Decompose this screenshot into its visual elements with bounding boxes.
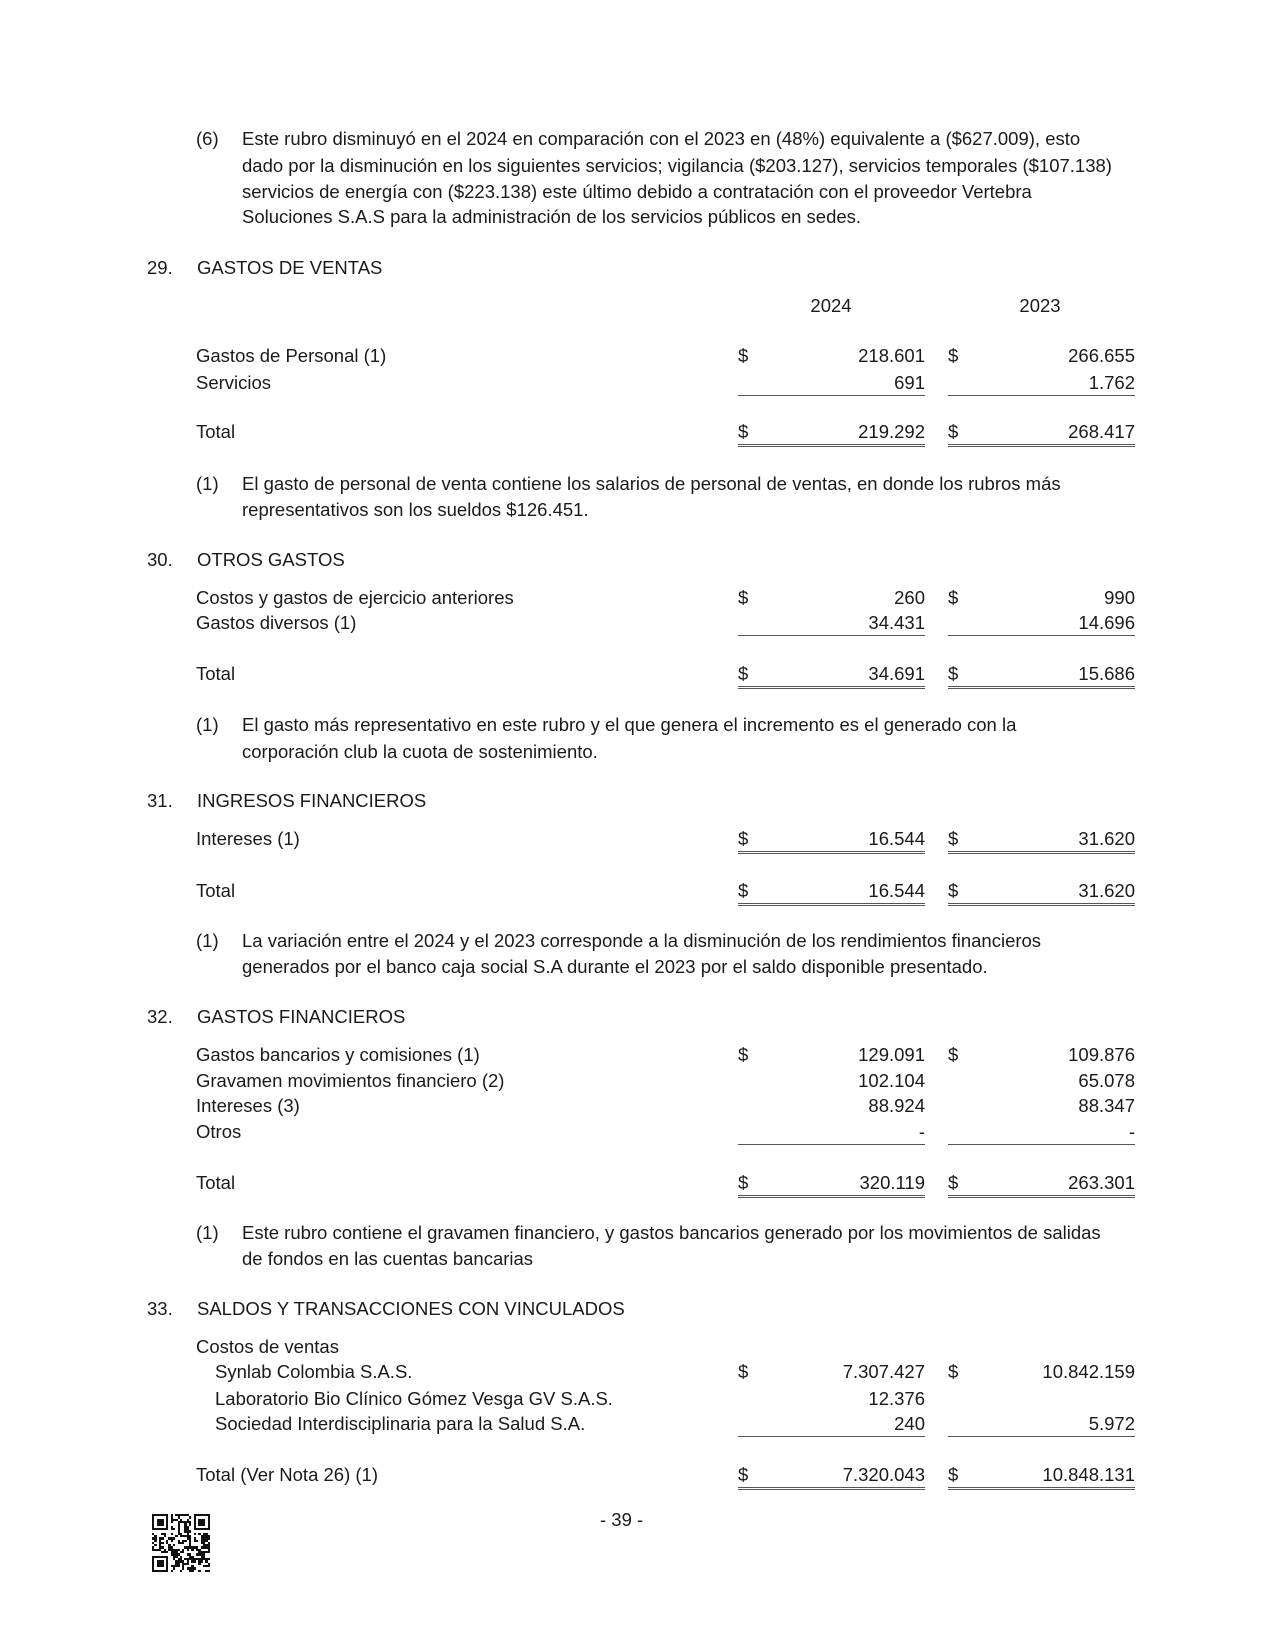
value: 10.848.131 (1042, 1464, 1135, 1485)
section-number: 30. (147, 549, 173, 570)
value-2023 (948, 1360, 1135, 1384)
value-2024 (738, 371, 925, 396)
column-header-2023: 2023 (1019, 295, 1061, 316)
currency-symbol: $ (948, 663, 959, 684)
row-label: Laboratorio Bio Clínico Gómez Vesga GV S.A.S. (215, 1388, 613, 1409)
note-line: Este rubro contiene el gravamen financiero, y gastos bancarios generado por los movimientos de salidas (242, 1222, 1101, 1243)
total-label: Total (196, 1172, 236, 1193)
value-2024 (738, 1094, 925, 1118)
note-line: La variación entre el 2024 y el 2023 corresponde a la disminución de los rendimientos financieros (242, 930, 1042, 951)
value: 320.119 (859, 1172, 925, 1193)
value: 691 (894, 372, 925, 393)
currency-symbol: $ (738, 1464, 749, 1485)
value: - (918, 1121, 925, 1142)
currency-symbol: $ (738, 1172, 749, 1193)
value: 240 (894, 1413, 925, 1434)
row-label: Gravamen movimientos financiero (2) (196, 1070, 505, 1091)
value: 14.696 (1078, 612, 1135, 633)
section-title: GASTOS DE VENTAS (197, 257, 383, 278)
currency-symbol: $ (948, 587, 959, 608)
value: 102.104 (858, 1070, 925, 1091)
note-line: de fondos en las cuentas bancarias (242, 1248, 534, 1269)
value-2023 (948, 611, 1135, 636)
value: 88.924 (868, 1095, 925, 1116)
row-label: Intereses (3) (196, 1095, 300, 1116)
currency-symbol: $ (738, 663, 749, 684)
note-line: Este rubro disminuyó en el 2024 en comparación con el 2023 en (48%) equivalente a ($627.009), esto (242, 128, 1081, 149)
note-line: corporación club la cuota de sostenimiento. (242, 741, 598, 762)
row-label: Otros (196, 1121, 242, 1142)
row-label: Costos y gastos de ejercicio anteriores (196, 587, 514, 608)
page-number: - 39 - (600, 1509, 644, 1530)
value: 34.691 (868, 663, 925, 684)
value: 1.762 (1088, 372, 1135, 393)
row-label: Gastos diversos (1) (196, 612, 357, 633)
section-title: GASTOS FINANCIEROS (197, 1006, 406, 1027)
qr-code-icon (152, 1514, 210, 1572)
value-2024 (738, 1120, 925, 1145)
value-2024 (738, 1412, 925, 1437)
currency-symbol: $ (948, 421, 959, 442)
value: 268.417 (1068, 421, 1135, 442)
value-2024 (738, 586, 925, 610)
value: 34.431 (868, 612, 925, 633)
note-line: El gasto más representativo en este rubro y el que genera el incremento es el generado con la (242, 714, 1017, 735)
total-2023 (948, 879, 1135, 906)
value: - (1128, 1121, 1135, 1142)
row-label: Synlab Colombia S.A.S. (215, 1361, 413, 1382)
note-line: dado por la disminución en los siguientes servicios; vigilancia ($203.127), servicios temporales ($107.138) (242, 155, 1112, 176)
value-2023 (948, 827, 1135, 854)
row-label: Intereses (1) (196, 828, 300, 849)
value: 109.876 (1068, 1044, 1135, 1065)
value: 16.544 (868, 828, 925, 849)
currency-symbol: $ (738, 345, 749, 366)
value: 31.620 (1078, 828, 1135, 849)
row-label: Servicios (196, 372, 272, 393)
row-label: Gastos de Personal (1) (196, 345, 387, 366)
currency-symbol: $ (738, 1361, 749, 1382)
value: 5.972 (1088, 1413, 1135, 1434)
value: 12.376 (868, 1388, 925, 1409)
note-line: representativos son los sueldos $126.451. (242, 499, 589, 520)
section-number: 31. (147, 790, 173, 811)
value: 219.292 (858, 421, 925, 442)
currency-symbol: $ (948, 1464, 959, 1485)
currency-symbol: $ (738, 828, 749, 849)
currency-symbol: $ (948, 880, 959, 901)
currency-symbol: $ (948, 1361, 959, 1382)
value: 88.347 (1078, 1095, 1135, 1116)
value-2023 (948, 1387, 1135, 1411)
value: 10.842.159 (1042, 1361, 1135, 1382)
note-marker: (1) (196, 714, 219, 735)
currency-symbol: $ (738, 880, 749, 901)
section-title: OTROS GASTOS (197, 549, 345, 570)
value-2023 (948, 1412, 1135, 1437)
note-marker: (1) (196, 930, 219, 951)
currency-symbol: $ (948, 1172, 959, 1193)
value: 7.307.427 (842, 1361, 925, 1382)
value: 16.544 (868, 880, 925, 901)
value-2023 (948, 1043, 1135, 1067)
value-2023 (948, 1120, 1135, 1145)
value-2024 (738, 611, 925, 636)
value: 266.655 (1068, 345, 1135, 366)
note-line: generados por el banco caja social S.A durante el 2023 por el saldo disponible presentado. (242, 956, 988, 977)
value-2023 (948, 1094, 1135, 1118)
note-marker: (6) (196, 128, 219, 149)
total-2024 (738, 1171, 925, 1198)
value-2024 (738, 1387, 925, 1411)
total-2023 (948, 1171, 1135, 1198)
value: 990 (1104, 587, 1135, 608)
note-marker: (1) (196, 473, 219, 494)
total-2023 (948, 662, 1135, 689)
currency-symbol: $ (738, 1044, 749, 1065)
value: 260 (894, 587, 925, 608)
total-2024 (738, 879, 925, 906)
total-2024 (738, 1463, 925, 1490)
note-line: El gasto de personal de venta contiene los salarios de personal de ventas, en donde los rubros más (242, 473, 1061, 494)
note-marker: (1) (196, 1222, 219, 1243)
value-2024 (738, 1360, 925, 1384)
value: 15.686 (1078, 663, 1135, 684)
value: 31.620 (1078, 880, 1135, 901)
note-line: servicios de energía con ($223.138) este último debido a contratación con el proveedor Vertebra (242, 181, 1032, 202)
note-line: Soluciones S.A.S para la administración de los servicios públicos en sedes. (242, 206, 862, 227)
value-2024 (738, 1069, 925, 1093)
total-label: Total (196, 880, 236, 901)
value-2024 (738, 1043, 925, 1067)
total-label: Total (196, 421, 236, 442)
currency-symbol: $ (948, 345, 959, 366)
column-header-2024: 2024 (810, 295, 852, 316)
value-2024 (738, 344, 925, 368)
value: 218.601 (858, 345, 925, 366)
value: 263.301 (1068, 1172, 1135, 1193)
currency-symbol: $ (948, 828, 959, 849)
total-label: Total (Ver Nota 26) (1) (196, 1464, 378, 1485)
section-title: SALDOS Y TRANSACCIONES CON VINCULADOS (197, 1298, 625, 1319)
value-2024 (738, 827, 925, 854)
total-2024 (738, 420, 925, 447)
subheading: Costos de ventas (196, 1336, 339, 1357)
total-2023 (948, 1463, 1135, 1490)
total-label: Total (196, 663, 236, 684)
value-2023 (948, 371, 1135, 396)
currency-symbol: $ (738, 587, 749, 608)
currency-symbol: $ (738, 421, 749, 442)
currency-symbol: $ (948, 1044, 959, 1065)
value: 129.091 (858, 1044, 925, 1065)
value: 65.078 (1078, 1070, 1135, 1091)
value: 7.320.043 (842, 1464, 925, 1485)
section-number: 33. (147, 1298, 173, 1319)
row-label: Sociedad Interdisciplinaria para la Salud S.A. (215, 1413, 586, 1434)
section-title: INGRESOS FINANCIEROS (197, 790, 427, 811)
value-2023 (948, 1069, 1135, 1093)
section-number: 32. (147, 1006, 173, 1027)
total-2024 (738, 662, 925, 689)
row-label: Gastos bancarios y comisiones (1) (196, 1044, 480, 1065)
section-number: 29. (147, 257, 173, 278)
total-2023 (948, 420, 1135, 447)
value-2023 (948, 586, 1135, 610)
value-2023 (948, 344, 1135, 368)
